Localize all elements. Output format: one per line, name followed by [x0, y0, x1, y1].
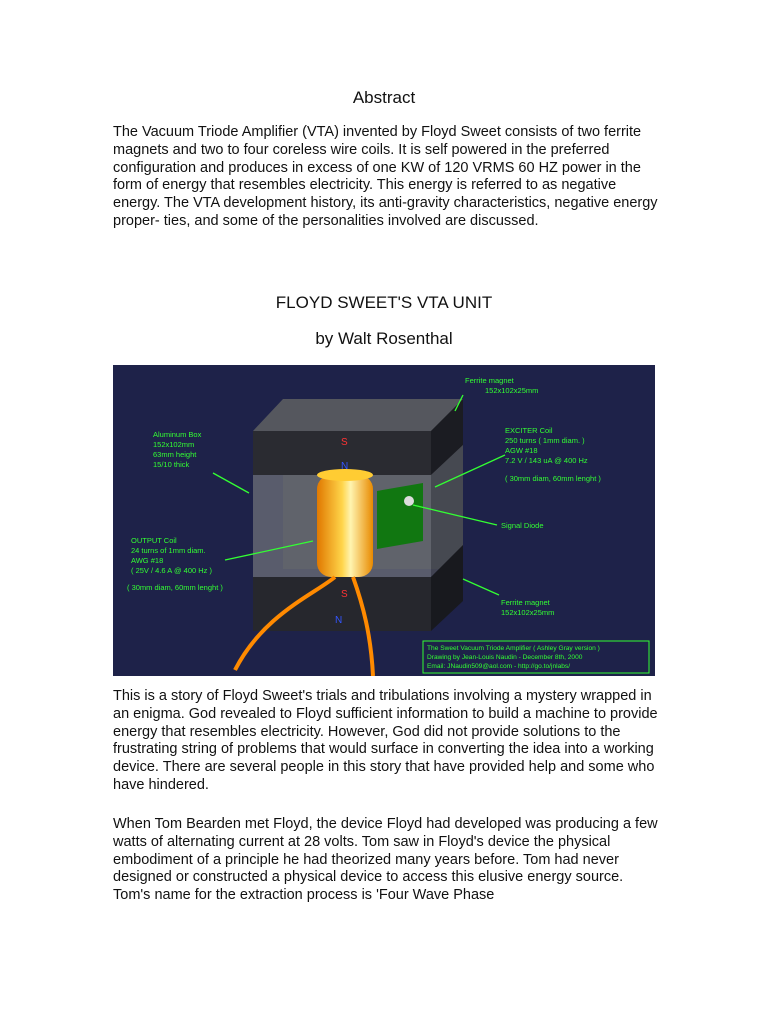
ferrite-top-label-1: Ferrite magnet — [465, 376, 514, 385]
box-label-4: 15/10 thick — [153, 460, 190, 469]
output-label-2: 24 turns of 1mm diam. — [131, 546, 206, 555]
abstract-heading: Abstract — [352, 88, 416, 107]
exciter-label-2: 250 turns ( 1mm diam. ) — [505, 436, 585, 445]
pole-s-bottom: S — [341, 589, 348, 600]
exciter-label-3: AGW #18 — [505, 446, 538, 455]
exciter-label-1: EXCITER Coil — [505, 426, 553, 435]
credit-line-3: Email: JNaudin509@aol.com - http://go.to/jnlabs/ — [427, 663, 571, 670]
exciter-label-5: ( 30mm diam, 60mm lenght ) — [505, 474, 601, 483]
story-paragraph-1: This is a story of Floyd Sweet's trials and tribulations involving a mystery wrapped in an enigma. God revealed to Floyd sufficient information to build a machine to provide energy that resembles electricity. However, God did not provide solutions to the frustrating string of problems that would surface in converting the idea into a working device. There are several people in this story that have provided help and some who have hindered. — [113, 688, 658, 793]
exciter-board — [377, 483, 423, 549]
ferrite-bottom-label-1: Ferrite magnet — [501, 598, 550, 607]
output-label-1: OUTPUT Coil — [131, 536, 177, 545]
ferrite-bottom-label-2: 152x102x25mm — [501, 608, 555, 617]
box-label-1: Aluminum Box — [153, 430, 202, 439]
output-label-4: ( 25V / 4.6 A @ 400 Hz ) — [131, 566, 212, 575]
article-title: FLOYD SWEET'S VTA UNIT — [275, 293, 493, 312]
signal-diode-shape — [404, 496, 414, 506]
output-label-5: ( 30mm diam, 60mm lenght ) — [127, 583, 223, 592]
vta-diagram — [113, 365, 655, 676]
box-label-3: 63mm height — [153, 450, 197, 459]
story-paragraph-2: When Tom Bearden met Floyd, the device Floyd had developed was producing a few watts of alternating current at 28 volts. Tom saw in Floyd's device the physical embodiment of a principle he had theorized many years before. Tom had never designed or constructed a physical device to access this elusive energy source. Tom's name for the extraction process is 'Four Wave Phase — [113, 816, 658, 904]
output-coil-shape — [317, 475, 373, 577]
ferrite-top-label-2: 152x102x25mm — [485, 386, 539, 395]
pole-n-bottom: N — [335, 615, 343, 626]
article-byline: by Walt Rosenthal — [315, 329, 453, 348]
box-label-2: 152x102mm — [153, 440, 195, 449]
top-magnet-top — [253, 399, 463, 431]
credit-line-2: Drawing by Jean-Louis Naudin - December 8th, 2000 — [427, 654, 583, 661]
output-label-3: AWG #18 — [131, 556, 164, 565]
pole-n-top: N — [341, 461, 349, 472]
credit-line-1: The Sweet Vacuum Triode Amplifier ( Ashley Gray version ) — [427, 645, 600, 652]
signal-diode-label: Signal Diode — [501, 521, 544, 530]
abstract-paragraph: The Vacuum Triode Amplifier (VTA) invented by Floyd Sweet consists of two ferrite magnets and two to four coreless wire coils. It is self powered in the preferred configuration and produces in excess of one KW of 120 VRMS 60 HZ power in the form of energy that resembles electricity. This energy is referred to as negative energy. The VTA development history, its anti-gravity characteristics, negative energy proper- ties, and some of the personalities involved are discussed. — [113, 124, 658, 229]
pole-s-top: S — [341, 437, 348, 448]
exciter-label-4: 7.2 V / 143 uA @ 400 Hz — [505, 456, 588, 465]
